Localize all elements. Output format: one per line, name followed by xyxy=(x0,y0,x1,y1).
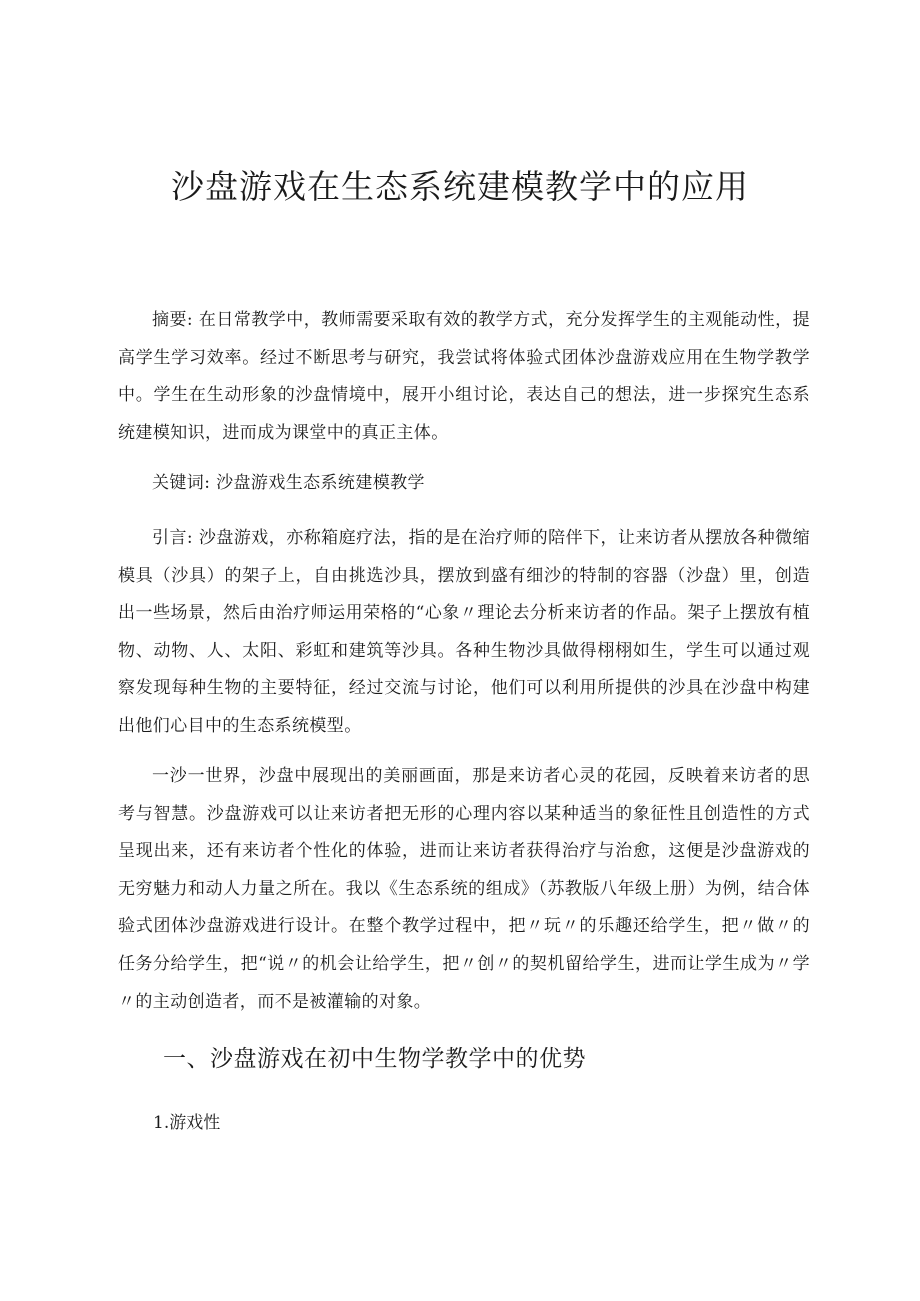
abstract-label: 摘要: xyxy=(152,310,194,330)
keywords-text: 沙盘游戏生态系统建模教学 xyxy=(210,473,425,493)
subsection-heading: 1.游戏性 xyxy=(153,1113,221,1133)
document-title: 沙盘游戏在生态系统建模教学中的应用 xyxy=(171,167,749,206)
body-paragraph: 一沙一世界，沙盘中展现出的美丽画面，那是来访者心灵的花园，反映着来访者的思考与智慧。沙盘游戏可以让来访者把无形的心理内容以某种适当的象征性且创造性的方式呈现出来，还有来访者个性化的体验，进而让来访者获得治疗与治愈，这便是沙盘游戏的无穷魅力和动人力量之所在。我以《生态系统的组成》（苏教版八年级上册）为例，结合体验式团体沙盘游戏进行设计。在整个教学过程中，把〃玩〃的乐趣还给学生，把〃做〃的任务分给学生，把“说〃的机会让给学生，把〃创〃的契机留给学生，进而让学生成为〃学〃的主动创造者，而不是被灌输的对象。 xyxy=(118,766,810,1012)
section-heading: 一、沙盘游戏在初中生物学教学中的优势 xyxy=(163,1046,586,1072)
intro-text: 沙盘游戏，亦称箱庭疗法，指的是在治疗师的陪伴下，让来访者从摆放各种微缩模具（沙具）的架子上，自由挑选沙具，摆放到盛有细沙的特制的容器（沙盘）里，创造出一些场景，然后由治疗师运用荣格的“心象〃理论去分析来访者的作品。架子上摆放有植物、动物、人、太阳、彩虹和建筑等沙具。各种生物沙具做得栩栩如生，学生可以通过观察发现每种生物的主要特征，经过交流与讨论，他们可以利用所提供的沙具在沙盘中构建出他们心目中的生态系统模型。 xyxy=(118,528,810,736)
abstract-text: 在日常教学中，教师需要采取有效的教学方式，充分发挥学生的主观能动性，提高学生学习效率。经过不断思考与研究，我尝试将体验式团体沙盘游戏应用在生物学教学中。学生在生动形象的沙盘情境中，展开小组讨论，表达自己的想法，进一步探究生态系统建模知识，进而成为课堂中的真正主体。 xyxy=(118,310,810,443)
intro-paragraph xyxy=(118,520,810,746)
intro-label: 引言: xyxy=(152,528,194,548)
keywords-label: 关键词: xyxy=(152,473,211,493)
keywords-paragraph xyxy=(118,465,810,503)
abstract-paragraph xyxy=(118,302,810,452)
